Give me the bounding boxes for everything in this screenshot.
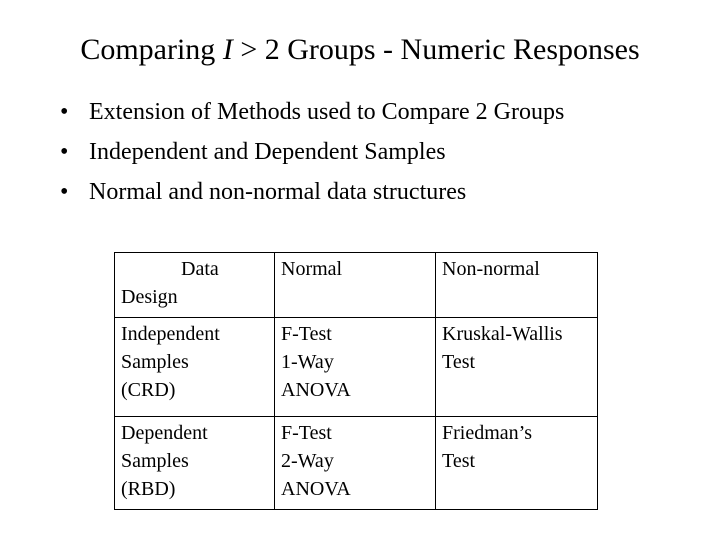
bullet-dot: • [60,99,69,125]
bullet-item [60,136,564,176]
nonnormal-cell [436,417,598,510]
bullet-text: Normal and non-normal data structures [89,179,467,205]
header-cell-design [115,253,275,318]
header-normal-label: Normal [281,258,343,280]
bullet-text: Independent and Dependent Samples [89,139,446,165]
header-design-line2: Design [121,286,178,308]
bullet-text: Extension of Methods used to Compare 2 Groups [89,99,565,125]
slide-title [0,30,720,70]
title-italic-variable: I [222,33,233,66]
bullet-dot: • [60,179,69,205]
header-design-line1: Data [181,258,219,280]
header-nonnormal-label: Non-normal [442,258,540,280]
cell-line: ANOVA [281,379,351,401]
table-row [115,318,598,417]
header-cell-normal [275,253,436,318]
cell-line: 2-Way [281,450,334,472]
bullet-item [60,176,564,216]
nonnormal-cell [436,318,598,417]
cell-line: ANOVA [281,478,351,500]
cell-line: Kruskal-Wallis [442,323,563,345]
design-cell [115,318,275,417]
cell-line: Samples [121,450,189,472]
comparison-table [114,252,598,510]
bullet-dot: • [60,139,69,165]
cell-line: Friedman’s [442,422,532,444]
header-cell-nonnormal [436,253,598,318]
cell-line: Independent [121,323,220,345]
cell-line: Samples [121,351,189,373]
cell-line: (RBD) [121,478,176,500]
title-suffix: > 2 Groups - Numeric Responses [232,33,640,66]
bullet-list [60,96,564,216]
cell-line: 1-Way [281,351,334,373]
cell-line: Dependent [121,422,208,444]
normal-cell [275,318,436,417]
cell-line: F-Test [281,422,332,444]
design-cell [115,417,275,510]
cell-line: Test [442,351,476,373]
cell-line: (CRD) [121,379,176,401]
table-row [115,417,598,510]
table-header-row [115,253,598,318]
title-prefix: Comparing [80,33,223,66]
cell-line: F-Test [281,323,332,345]
bullet-item [60,96,564,136]
normal-cell [275,417,436,510]
cell-line: Test [442,450,476,472]
